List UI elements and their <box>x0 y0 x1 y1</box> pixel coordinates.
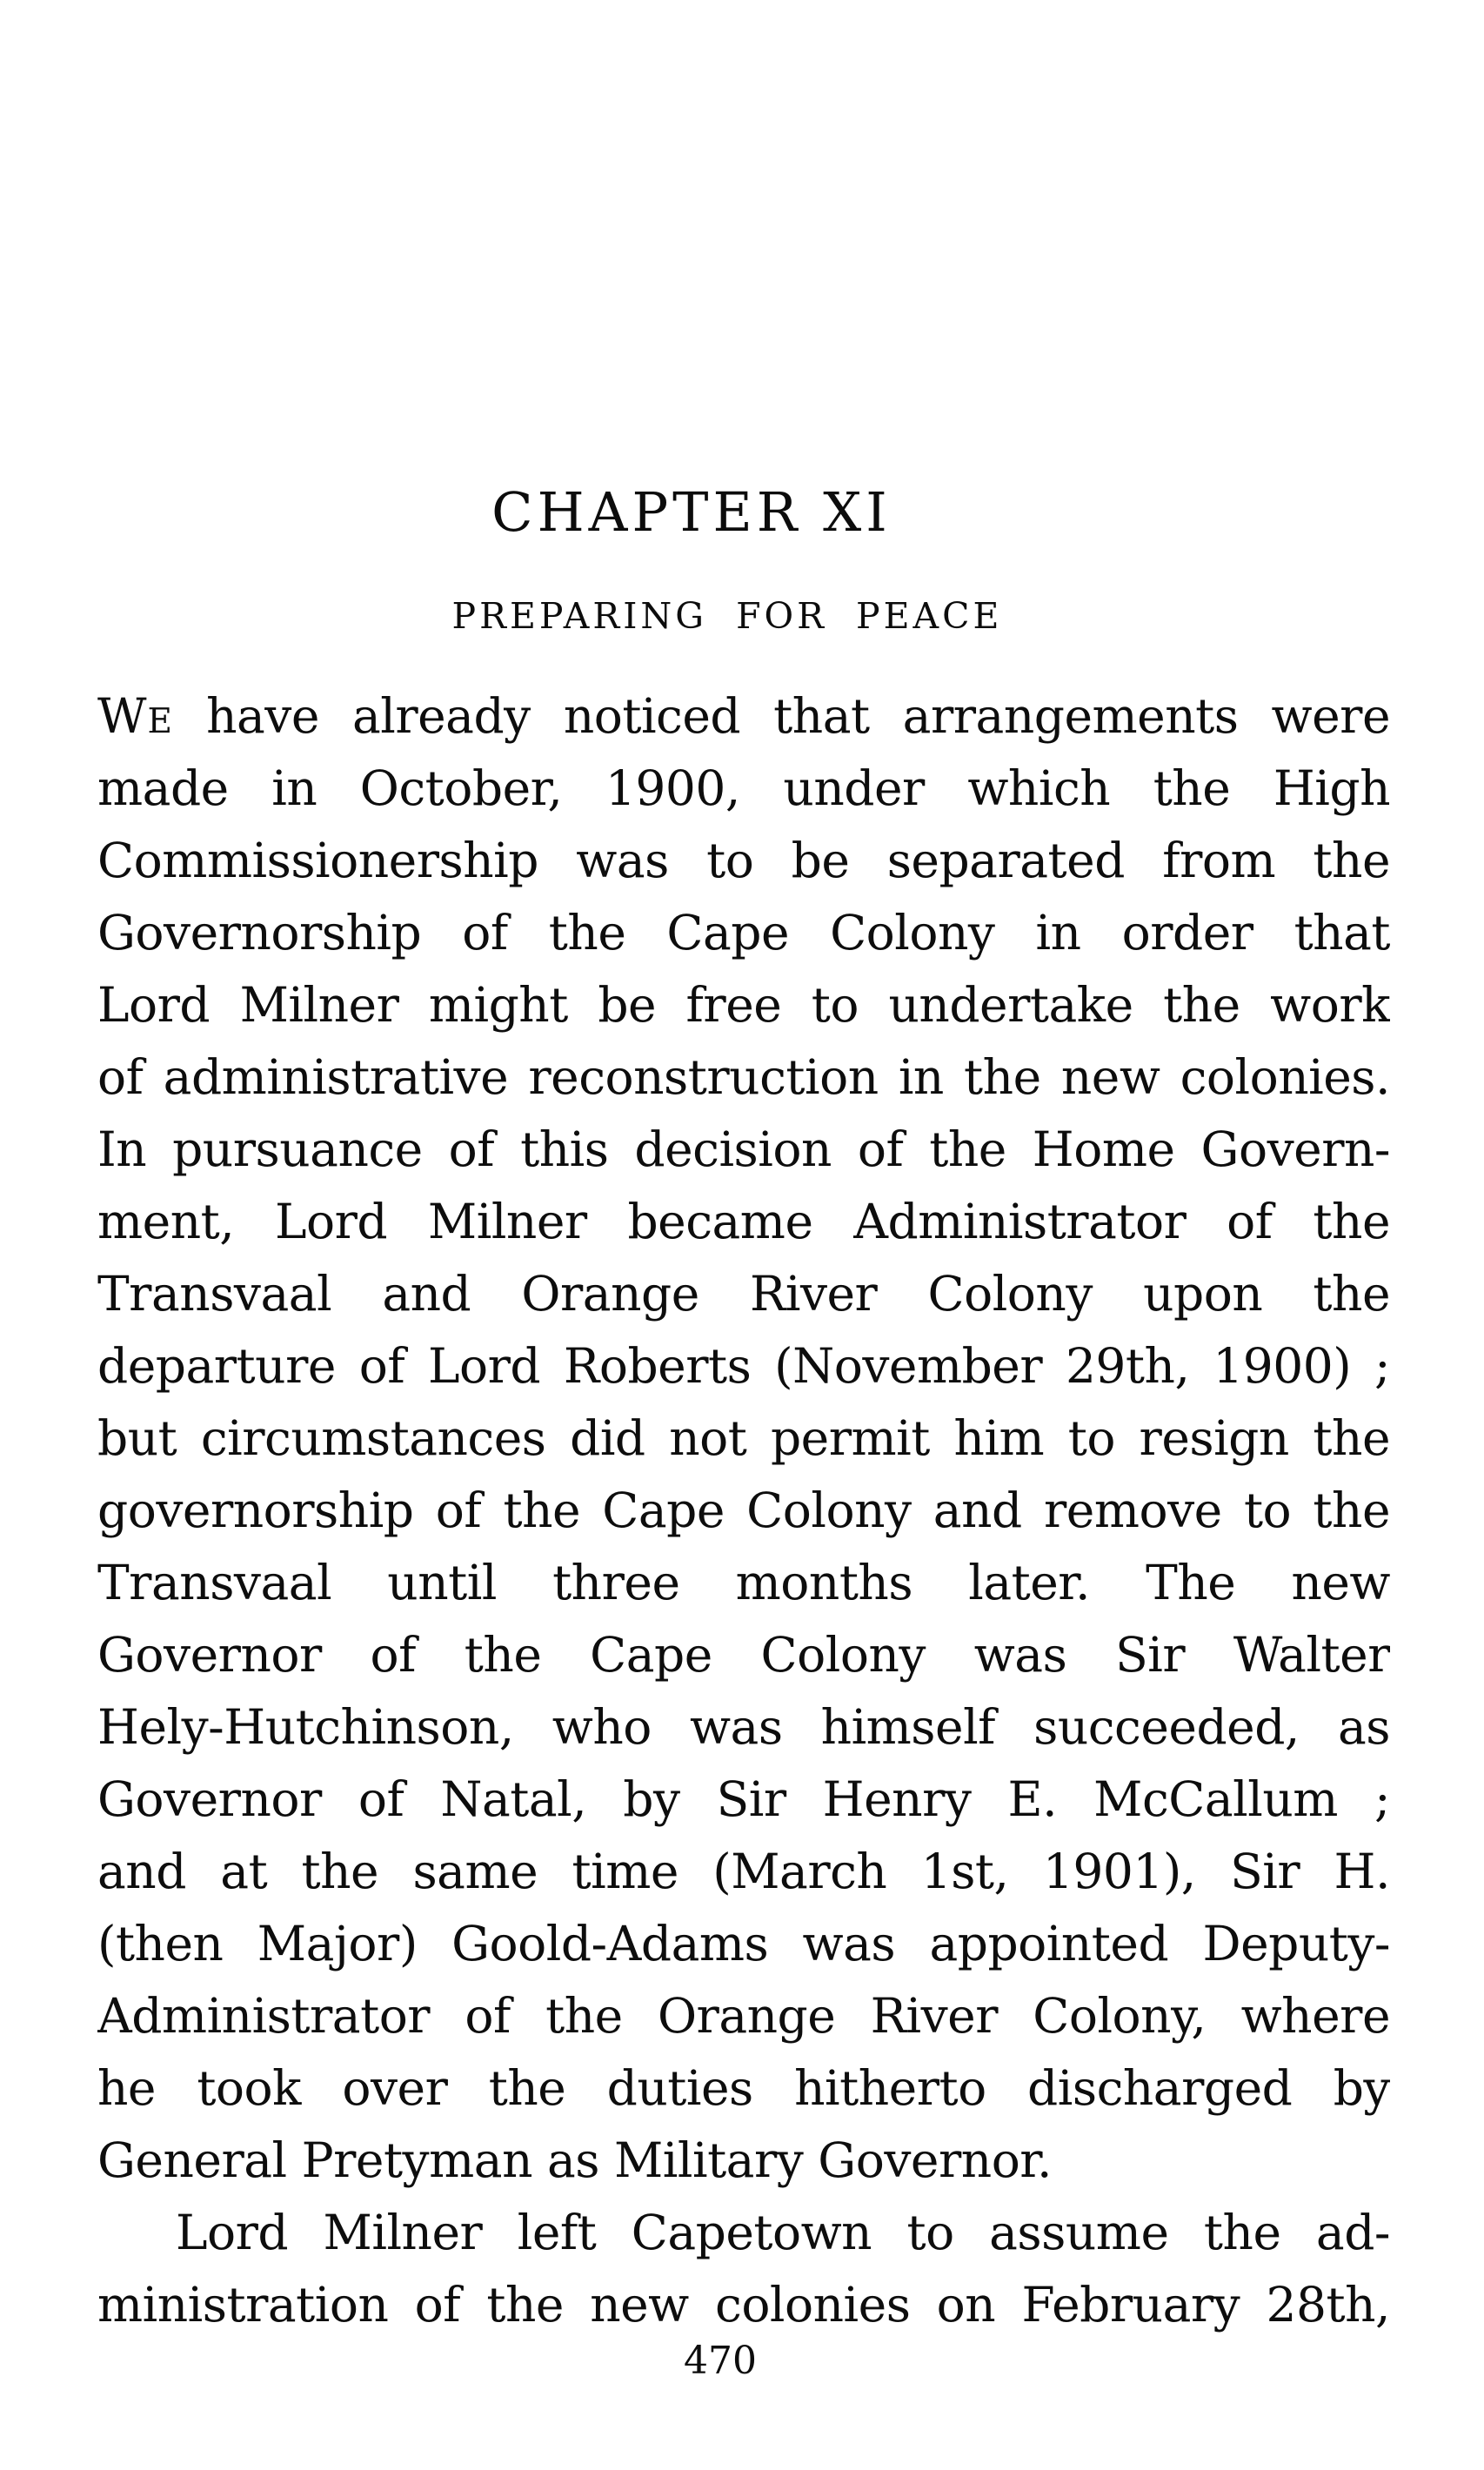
text-line: and at the same time (March 1st, 1901), Sir H. <box>97 1844 1390 1899</box>
text-line: Governor of Natal, by Sir Henry E. McCallum ; <box>97 1771 1390 1827</box>
text-line: Transvaal until three months later. The new <box>97 1555 1390 1610</box>
text-line: he took over the duties hitherto discharged by <box>97 2060 1390 2116</box>
text-block <box>97 680 1390 2341</box>
text-line: We have already noticed that arrangements were <box>97 688 1390 744</box>
text-line: General Pretyman as Military Governor. <box>97 2132 1053 2188</box>
text-line: Lord Milner might be free to undertake the work <box>97 977 1390 1033</box>
section-heading: PREPARING FOR PEACE <box>451 595 1003 637</box>
paragraph <box>97 680 1390 2197</box>
lead-word: We <box>97 688 173 744</box>
text-line: but circumstances did not permit him to resign the <box>97 1410 1390 1466</box>
text-line: Transvaal and Orange River Colony upon the <box>97 1266 1390 1322</box>
text-line: ment, Lord Milner became Administrator of the <box>97 1194 1390 1249</box>
paragraph <box>97 2197 1390 2341</box>
chapter-heading: CHAPTER XI <box>491 480 892 544</box>
text-line: governorship of the Cape Colony and remove to the <box>97 1483 1390 1538</box>
text-line: made in October, 1900, under which the High <box>97 760 1390 816</box>
text-line: of administrative reconstruction in the new colonies. <box>97 1049 1390 1105</box>
text-line: In pursuance of this decision of the Home Govern- <box>97 1121 1390 1177</box>
text-line: Governor of the Cape Colony was Sir Walter <box>97 1627 1390 1683</box>
text-line: Hely-Hutchinson, who was himself succeeded, as <box>97 1699 1390 1755</box>
text-line: Administrator of the Orange River Colony, where <box>97 1988 1390 2044</box>
text-line: Commissionership was to be separated from the <box>97 833 1390 888</box>
text-line: departure of Lord Roberts (November 29th, 1900) ; <box>97 1338 1390 1394</box>
text-line: ministration of the new colonies on February 28th, <box>97 2277 1390 2333</box>
text-line: (then Major) Goold-Adams was appointed Deputy- <box>97 1916 1390 1971</box>
page-number: 470 <box>684 2339 757 2383</box>
text-line: Governorship of the Cape Colony in order that <box>97 905 1390 961</box>
text-line: Lord Milner left Capetown to assume the ad- <box>176 2205 1390 2260</box>
